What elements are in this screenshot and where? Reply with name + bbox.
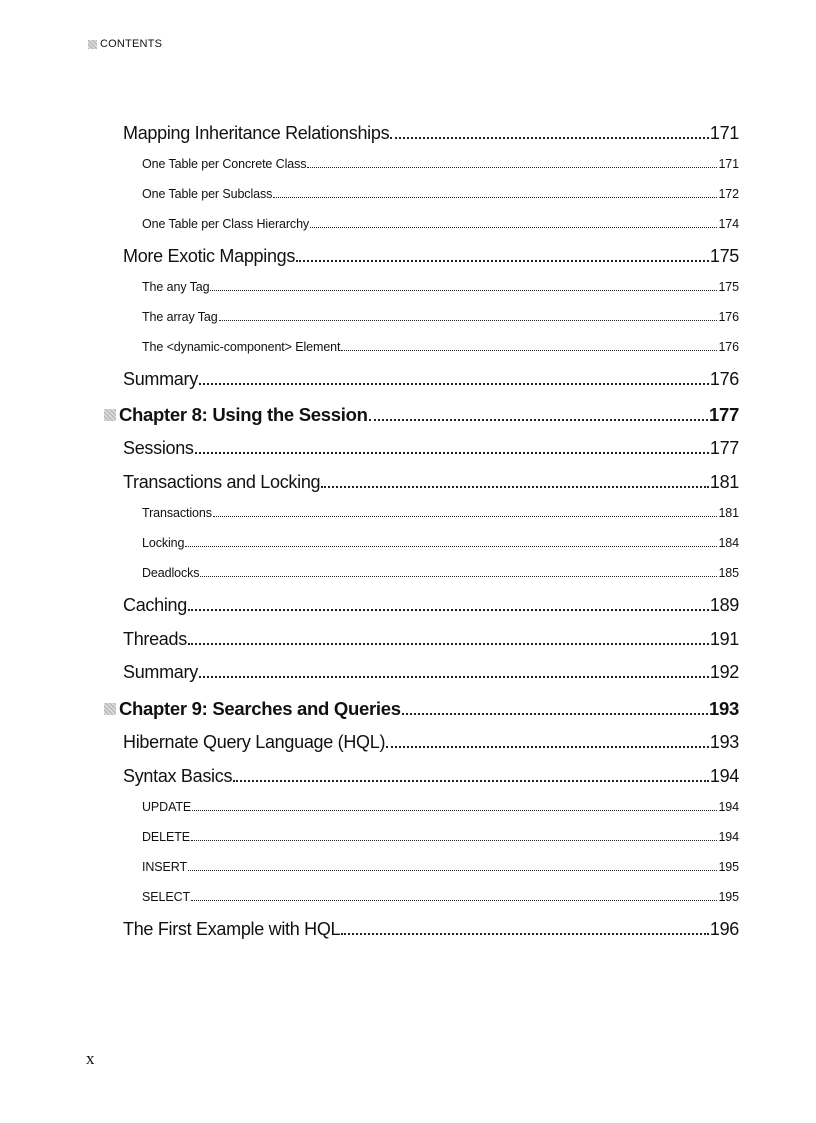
toc-entry-page: 196 [709, 919, 739, 939]
dot-leader [200, 576, 717, 577]
dot-leader [390, 137, 709, 139]
toc-entry-title: Summary [123, 662, 198, 682]
toc-entry[interactable] [142, 566, 739, 580]
toc-entry[interactable] [123, 369, 739, 390]
toc-entry[interactable] [142, 157, 739, 171]
toc-entry[interactable] [142, 536, 739, 550]
toc-entry-page: 177 [709, 404, 739, 425]
toc-entry[interactable] [142, 890, 739, 904]
dot-leader [199, 383, 709, 385]
toc-entry-page: 193 [709, 698, 739, 719]
dot-leader [321, 486, 709, 488]
dot-leader [191, 840, 717, 841]
toc-entry-page: 174 [718, 217, 739, 231]
toc-entry-page: 172 [718, 187, 739, 201]
toc-entry[interactable] [123, 919, 739, 940]
toc-entry-page: 192 [709, 662, 739, 682]
dot-leader [296, 260, 709, 262]
dot-leader [210, 290, 717, 291]
toc-entry[interactable] [123, 438, 739, 459]
toc-entry-title: More Exotic Mappings [123, 246, 296, 266]
toc-entry[interactable] [142, 217, 739, 231]
toc-entry[interactable] [123, 595, 739, 616]
dot-leader [273, 197, 717, 198]
page-number: x [86, 1049, 95, 1068]
toc-entry-page: 176 [718, 340, 739, 354]
toc-entry-page: 184 [718, 536, 739, 550]
toc-entry-title: The any Tag [142, 280, 210, 294]
toc-entry-page: 194 [718, 800, 739, 814]
toc-entry-title: INSERT [142, 860, 188, 874]
toc-entry-title: DELETE [142, 830, 191, 844]
dot-leader [188, 643, 709, 645]
toc-entry-page: 185 [718, 566, 739, 580]
toc-entry-title: The First Example with HQL [123, 919, 341, 939]
dot-leader [219, 320, 718, 321]
toc-entry-title: Deadlocks [142, 566, 200, 580]
toc-entry-page: 193 [709, 732, 739, 752]
toc-entry-title: Chapter 9: Searches and Queries [119, 698, 401, 719]
toc-entry[interactable] [123, 629, 739, 650]
dot-leader [195, 452, 709, 454]
toc-entry-page: 176 [718, 310, 739, 324]
toc-entry-page: 177 [709, 438, 739, 458]
toc-entry-page: 191 [709, 629, 739, 649]
running-header-label: CONTENTS [100, 38, 163, 50]
dot-leader [213, 516, 718, 517]
toc-entry[interactable] [123, 246, 739, 267]
dot-leader [188, 609, 709, 611]
dot-leader [310, 227, 717, 228]
toc-entry[interactable] [123, 732, 739, 753]
toc-entry-page: 175 [718, 280, 739, 294]
toc-entry[interactable] [123, 766, 739, 787]
dot-leader [191, 900, 717, 901]
toc-entry-title: Sessions [123, 438, 194, 458]
toc-chapter-entry[interactable] [104, 404, 739, 426]
dot-leader [192, 810, 717, 811]
toc-entry-title: Transactions [142, 506, 212, 520]
dot-leader [402, 713, 708, 715]
dot-leader [341, 350, 717, 351]
toc-entry[interactable] [123, 123, 739, 144]
toc-entry-title: The array Tag [142, 310, 218, 324]
toc-entry[interactable] [123, 662, 739, 683]
chapter-marker-icon [104, 409, 116, 421]
toc-entry-page: 189 [709, 595, 739, 615]
toc-entry-title: Threads [123, 629, 187, 649]
toc-entry-page: 195 [718, 860, 739, 874]
toc-entry-title: Caching [123, 595, 187, 615]
toc-entry[interactable] [142, 187, 739, 201]
toc-entry-page: 175 [709, 246, 739, 266]
toc-entry-title: Hibernate Query Language (HQL) [123, 732, 386, 752]
toc-entry-title: SELECT [142, 890, 191, 904]
toc-entry-title: The <dynamic-component> Element [142, 340, 341, 354]
toc-entry[interactable] [142, 860, 739, 874]
toc-entry[interactable] [123, 472, 739, 493]
chapter-marker-icon [104, 703, 116, 715]
toc-entry-title: One Table per Concrete Class [142, 157, 307, 171]
toc-entry-page: 194 [718, 830, 739, 844]
toc-entry-title: Transactions and Locking [123, 472, 321, 492]
toc-entry[interactable] [142, 800, 739, 814]
toc-entry-page: 171 [718, 157, 739, 171]
toc-chapter-entry[interactable] [104, 698, 739, 720]
toc-entry-title: Mapping Inheritance Relationships [123, 123, 390, 143]
toc-entry[interactable] [142, 280, 739, 294]
toc-entry-page: 181 [718, 506, 739, 520]
toc-entry-title: UPDATE [142, 800, 192, 814]
dot-leader [188, 870, 717, 871]
dot-leader [341, 933, 709, 935]
toc-entry-page: 195 [718, 890, 739, 904]
toc-entry-title: Locking [142, 536, 185, 550]
dot-leader [386, 746, 709, 748]
toc-entry-title: Summary [123, 369, 198, 389]
dot-leader [369, 419, 708, 421]
toc-entry-page: 171 [709, 123, 739, 143]
toc-entry-page: 194 [709, 766, 739, 786]
toc-entry-title: Chapter 8: Using the Session [119, 404, 368, 425]
toc-entry[interactable] [142, 340, 739, 354]
toc-entry[interactable] [142, 830, 739, 844]
toc-entry-title: One Table per Class Hierarchy [142, 217, 310, 231]
dot-leader [307, 167, 717, 168]
toc-entry[interactable] [142, 310, 739, 324]
toc-entry-page: 181 [709, 472, 739, 492]
toc-entry-page: 176 [709, 369, 739, 389]
dot-leader [199, 676, 709, 678]
dot-leader [233, 780, 709, 782]
dot-leader [185, 546, 717, 547]
toc-entry-title: One Table per Subclass [142, 187, 273, 201]
toc-entry-title: Syntax Basics [123, 766, 233, 786]
toc-entry[interactable] [142, 506, 739, 520]
